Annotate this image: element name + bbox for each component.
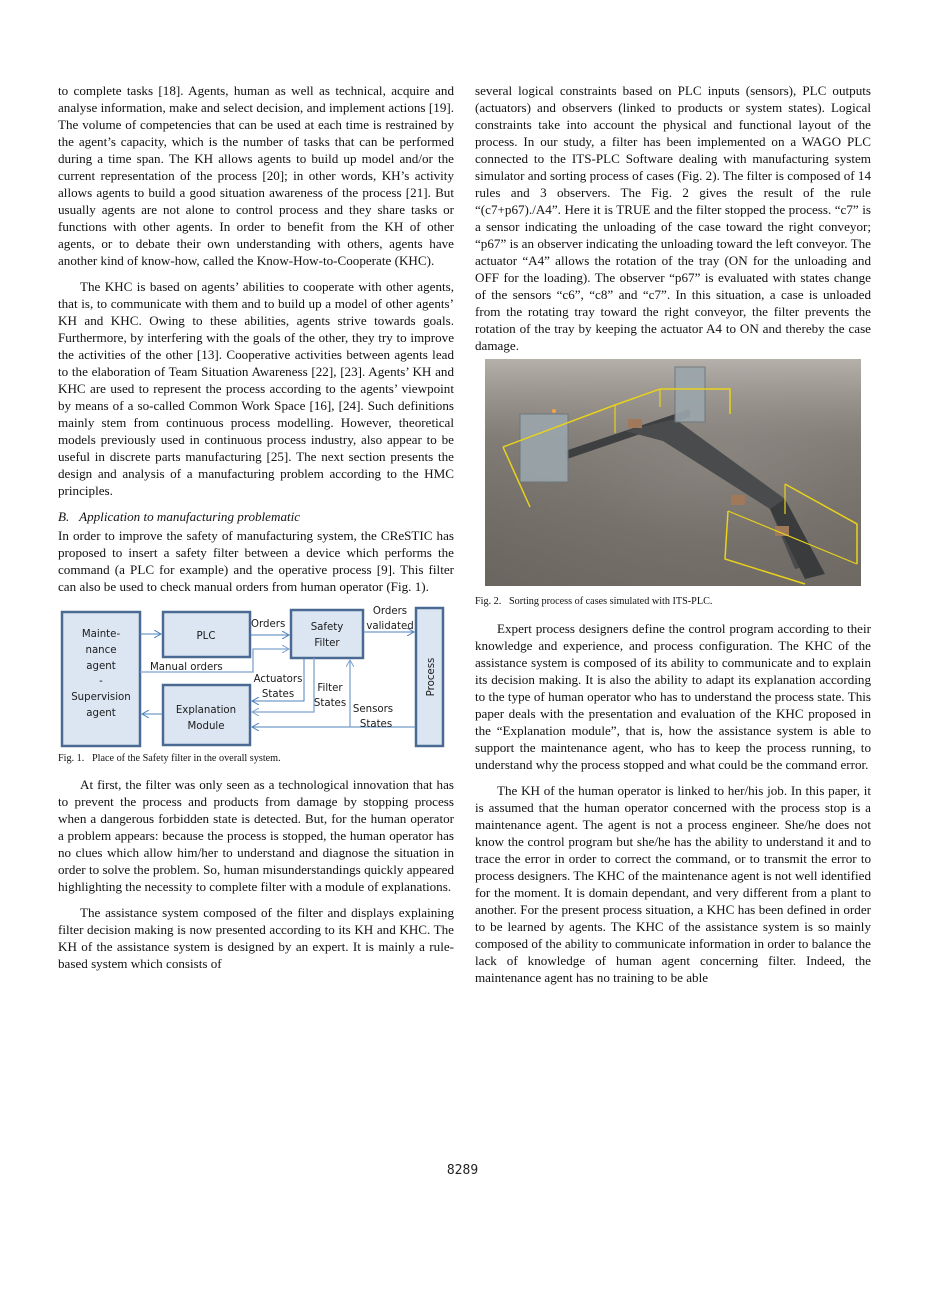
- svg-text:Sensors: Sensors: [352, 704, 394, 715]
- paragraph-application: In order to improve the safety of manufacturing system, the CReSTIC has proposed to insert a safety filter between a device which performs the command (a PLC for example) and the operative process [9]. This filter can also be used to check manual orders from human operator (Fig. 1).: [58, 528, 454, 594]
- svg-text:Filter: Filter: [314, 638, 340, 649]
- right-column: [475, 82, 871, 986]
- subsection-heading: B. Application to manufacturing problematic: [58, 509, 301, 524]
- figure-1-caption: Fig. 1. Place of the Safety filter in the overall system.: [58, 753, 281, 764]
- safety-filter-box: [291, 610, 363, 658]
- paragraph-expert-designers: Expert process designers define the control program according to their knowledge and experience, and process configuration. The KHC of the assistance system is composed of its ability to communicate and to explain its decision making. It is also the ability to adapt its explanation according to the type of human operator who has to understand the process state. This paper deals with the presentation and evaluation of the KHC proposed in the “Explanation module”, that is, how the assistance system is able to support the maintenance agent, who has to keep the process running, to understand why the process stopped and what could be the command error.: [475, 621, 871, 772]
- paragraph-khc: The KHC is based on agents’ abilities to cooperate with other agents, that is, to communicate with them and to build up a model of other agents’ KH and KHC. Owing to these abilities, agents strive towards goals. Furthermore, by interfering with the goals of the other, they try to improve the activities of the other [13]. Cooperative activities between agents lead to the elaboration of Team Situation Awareness [22], [23]. Agents’ KH and KHC are used to represent the process according to the agents’ viewpoint by means of a so-called Common Work Space [16], [24]. Such definitions mainly stem from continuous process modelling. However, theoretical models previously used in continuous process industry, also appear to be useful in discrete parts manufacturing [25]. The next section presents the design and analysis of a manufacturing problem according to the HMC principles.: [58, 279, 454, 498]
- svg-text:Manual orders: Manual orders: [150, 662, 223, 673]
- paragraph-kh-agents: to complete tasks [18]. Agents, human as well as technical, acquire and analyse information, make and select decision, and implement actions [19]. The volume of competencies that can be used at each time is restrained by the agent’s capacity, which is the number of tasks that can be performed during a time span. The KH allows agents to build up model and/or the current representation of the process [20]; in other words, KH’s activity allows agents to build a good situation awareness of the process [21]. But usually agents are not alone to control process and they share tasks or functions with other agents. In order to benefit from the KH of other agents, or to debate their own understanding with others, agents have another kind of know-how, called the Know-How-to-Cooperate (KHC).: [58, 83, 454, 268]
- svg-text:Orders: Orders: [372, 606, 408, 617]
- svg-text:-: -: [99, 676, 103, 687]
- svg-text:Safety: Safety: [310, 622, 344, 633]
- page-number: 8289: [446, 1163, 479, 1178]
- process-label: Process: [426, 657, 437, 697]
- svg-text:Orders: Orders: [251, 619, 286, 630]
- paragraph-assistance-system: The assistance system composed of the filter and displays explaining filter decision making is now presented according to its KH and KHC. The KH of the assistance system is designed by an expert. It is mainly a rule-based system which consists of: [58, 905, 454, 971]
- left-column: [58, 82, 454, 972]
- paragraph-filter-innovation: At first, the filter was only seen as a technological innovation that has to prevent the process and products from damage by stopping process when a dangerous forbidden state is detected. But, for the human operator a problem appears: because the process is stopped, the human operator has no clues which allow him/her to understand and diagnose the situation in order to solve the problem. So, human misunderstandings quickly appeared highlighting the necessity to complete filter with a module of explanations.: [58, 777, 454, 894]
- svg-text:Mainte-: Mainte-: [81, 629, 121, 640]
- paragraph-kh-human-operator: The KH of the human operator is linked to her/his job. In this paper, it is assumed that the human operator concerned with the process stop is a maintenance agent. The agent is not a process engineer. She/he does not know the control program but she/he has the ability to understand it and to trace the error in order to correct the command, or to transmit the error to process designers. The KHC of the maintenance agent is not well identified for the moment. It is domain dependant, and very different from a plant to another. For the present process situation, a KHC has been defined in order to be learned by agents. The KHC of the assistance system is so mainly composed of the ability to communicate information in order to balance the lack of knowledge of human agent concerning filter. Indeed, the maintenance agent has no training to be able: [475, 783, 871, 985]
- svg-text:Actuators: Actuators: [253, 674, 303, 685]
- svg-text:agent: agent: [86, 708, 116, 719]
- svg-text:nance: nance: [85, 645, 117, 656]
- figure-1-diagram: [58, 597, 454, 749]
- svg-text:States: States: [313, 698, 347, 709]
- svg-text:agent: agent: [86, 661, 116, 672]
- paragraph-logical-constraints: several logical constraints based on PLC inputs (sensors), PLC outputs (actuators) and observers (linked to products or system states). Logical constraints take into account the physical and functional layout of the process. In our study, a filter has been implemented on a WAGO PLC connected to the ITS-PLC Software dealing with manufacturing system simulator and sorting process of cases (Fig. 2). The filter is composed of 14 rules and 3 observers. The Fig. 2 gives the result of the rule “(c7+p67)./A4”. Here it is TRUE and the filter stopped the process. “c7” is a sensor indicating the unloading of the case toward the right conveyor; “p67” is an observer indicating the unloading toward the left conveyor. The actuator “A4” allows the rotation of the tray (ON for the unloading and OFF for the loading). The observer “p67” is evaluated with states change of the sensors “c6”, “c8” and “c7”. In this situation, a case is unloaded from the rotating tray toward the right conveyor, the filter prevents the rotation of the tray by keeping the actuator A4 to ON and thereby the case damage.: [475, 83, 871, 353]
- plc-label: PLC: [196, 631, 216, 642]
- svg-text:validated: validated: [366, 621, 414, 632]
- svg-text:Supervision: Supervision: [71, 692, 131, 703]
- svg-text:States: States: [359, 719, 393, 730]
- svg-text:Filter: Filter: [317, 683, 343, 694]
- svg-text:Module: Module: [187, 721, 225, 732]
- arrow-filter-states: [252, 658, 314, 712]
- figure-2-image: [485, 359, 861, 586]
- figure-2-caption: Fig. 2. Sorting process of cases simulated with ITS-PLC.: [475, 596, 713, 607]
- svg-text:States: States: [261, 689, 295, 700]
- svg-text:Explanation: Explanation: [175, 705, 237, 716]
